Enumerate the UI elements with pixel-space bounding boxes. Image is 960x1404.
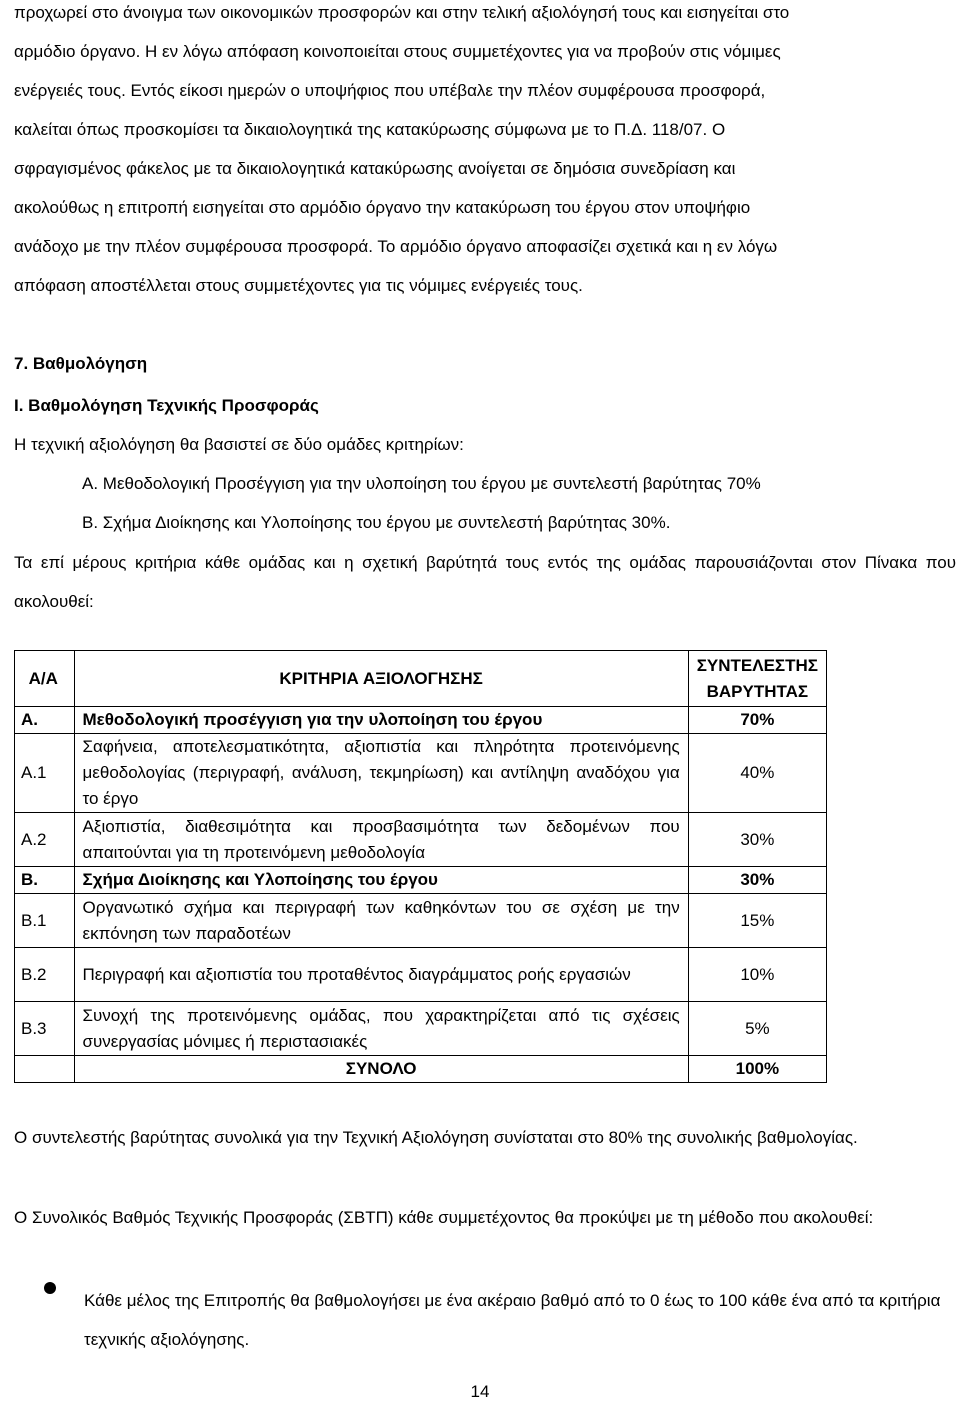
header-weight-line2: ΒΑΡΥΤΗΤΑΣ bbox=[706, 681, 809, 701]
intro-line: καλείται όπως προσκομίσει τα δικαιολογητικά της κατακύρωσης σύμφωνα με το Π.Δ. 118/07. Ο bbox=[14, 120, 726, 139]
group-a-title: Μεθοδολογική προσέγγιση για την υλοποίηση του έργου bbox=[74, 707, 688, 734]
criterion-text: Αξιοπιστία, διαθεσιμότητα και προσβασιμότητα των δεδομένων που απαιτούνται για τη προτεινόμενη μεθοδολογία bbox=[74, 813, 688, 867]
criterion-row bbox=[15, 1002, 827, 1056]
criterion-code: Α.1 bbox=[15, 734, 75, 813]
group-b-row bbox=[15, 867, 827, 894]
criterion-text: Συνοχή της προτεινόμενης ομάδας, που χαρακτηρίζεται από τις σχέσεις συνεργασίας μόνιμες ή περιστασιακές bbox=[74, 1002, 688, 1056]
criterion-weight: 10% bbox=[688, 948, 826, 1002]
criterion-text: Περιγραφή και αξιοπιστία του προταθέντος διαγράμματος ροής εργασιών bbox=[74, 948, 688, 1002]
criterion-code: Β.1 bbox=[15, 894, 75, 948]
method-paragraph bbox=[14, 1198, 956, 1237]
group-a-code: Α. bbox=[15, 707, 75, 734]
intro-line: σφραγισμένος φάκελος με τα δικαιολογητικά κατακύρωσης ανοίγεται σε δημόσια συνεδρίαση και bbox=[14, 159, 736, 178]
criteria-table bbox=[14, 650, 827, 1083]
group-a-weight: 70% bbox=[688, 707, 826, 734]
group-a-row bbox=[15, 707, 827, 734]
criterion-weight: 5% bbox=[688, 1002, 826, 1056]
header-weight bbox=[688, 651, 826, 707]
criterion-row bbox=[15, 813, 827, 867]
weight-paragraph-text: Ο συντελεστής βαρύτητας συνολικά για την Τεχνική Αξιολόγηση συνίσταται στο 80% της συνολικής βαθμολογίας. bbox=[14, 1128, 858, 1147]
intro-paragraph bbox=[14, 0, 956, 305]
criterion-code: Α.2 bbox=[15, 813, 75, 867]
intro-line: προχωρεί στο άνοιγμα των οικονομικών προσφορών και στην τελική αξιολόγησή τους και εισηγείται στο bbox=[14, 3, 790, 22]
total-label: ΣΥΝΟΛΟ bbox=[74, 1056, 688, 1083]
bullet-dot-icon bbox=[44, 1282, 56, 1294]
intro-line: ακολούθως η επιτροπή εισηγείται στο αρμόδιο όργανο την κατακύρωση του έργου στον υποψήφιο bbox=[14, 198, 751, 217]
criterion-code: Β.2 bbox=[15, 948, 75, 1002]
criterion-weight: 30% bbox=[688, 813, 826, 867]
criterion-row bbox=[15, 894, 827, 948]
group-b-title: Σχήμα Διοίκησης και Υλοποίησης του έργου bbox=[74, 867, 688, 894]
subsection-heading: Ι. Βαθμολόγηση Τεχνικής Προσφοράς bbox=[14, 396, 319, 415]
criterion-text: Οργανωτικό σχήμα και περιγραφή των καθηκόντων του σε σχέση με την εκπόνηση των παραδοτέων bbox=[74, 894, 688, 948]
weight-paragraph bbox=[14, 1118, 956, 1157]
method-paragraph-text: Ο Συνολικός Βαθμός Τεχνικής Προσφοράς (ΣΒΤΠ) κάθε συμμετέχοντος θα προκύψει με τη μέθοδο που ακολουθεί: bbox=[14, 1208, 874, 1227]
table-intro-text: Τα επί μέρους κριτήρια κάθε ομάδας και η σχετική βαρύτητά τους εντός της ομάδας παρουσιάζονται στον Πίνακα που ακολουθεί: bbox=[14, 553, 956, 611]
group-b-weight: 30% bbox=[688, 867, 826, 894]
table-intro bbox=[14, 543, 956, 621]
criterion-code: Β.3 bbox=[15, 1002, 75, 1056]
header-aa: Α/Α bbox=[15, 651, 75, 707]
intro-line: ανάδοχο με την πλέον συμφέρουσα προσφορά. Το αρμόδιο όργανο αποφασίζει σχετικά και η εν λόγω bbox=[14, 237, 778, 256]
total-spacer bbox=[15, 1056, 75, 1083]
section-heading: 7. Βαθμολόγηση bbox=[14, 354, 148, 373]
criterion-weight: 15% bbox=[688, 894, 826, 948]
total-row bbox=[15, 1056, 827, 1083]
criterion-text: Σαφήνεια, αποτελεσματικότητα, αξιοπιστία και πληρότητα προτεινόμενης μεθοδολογίας (περιγραφή, ανάλυση, τεκμηρίωση) και αντίληψη αναδόχου για το έργο bbox=[74, 734, 688, 813]
group-b-code: Β. bbox=[15, 867, 75, 894]
header-weight-line1: ΣΥΝΤΕΛΕΣΤΗΣ bbox=[696, 655, 818, 675]
groups-intro: Η τεχνική αξιολόγηση θα βασιστεί σε δύο ομάδες κριτηρίων: bbox=[14, 435, 464, 454]
bullet-item: Κάθε μέλος της Επιτροπής θα βαθμολογήσει με ένα ακέραιο βαθμό από το 0 έως το 100 κάθε ένα από τα κριτήρια τεχνικής αξιολόγησης. bbox=[84, 1291, 941, 1349]
group-a-line: Α. Μεθοδολογική Προσέγγιση για την υλοποίηση του έργου με συντελεστή βαρύτητας 70% bbox=[82, 474, 761, 493]
group-b-line: Β. Σχήμα Διοίκησης και Υλοποίησης του έργου με συντελεστή βαρύτητας 30%. bbox=[82, 513, 671, 532]
intro-line: ενέργειές τους. Εντός είκοσι ημερών ο υποψήφιος που υπέβαλε την πλέον συμφέρουσα προσφορά, bbox=[14, 81, 766, 100]
header-criteria: ΚΡΙΤΗΡΙΑ ΑΞΙΟΛΟΓΗΣΗΣ bbox=[74, 651, 688, 707]
criterion-weight: 40% bbox=[688, 734, 826, 813]
total-weight: 100% bbox=[688, 1056, 826, 1083]
table-header-row bbox=[15, 651, 827, 707]
page-number: 14 bbox=[470, 1382, 490, 1401]
intro-line: απόφαση αποστέλλεται στους συμμετέχοντες για τις νόμιμες ενέργειές τους. bbox=[14, 276, 583, 295]
criterion-row bbox=[15, 948, 827, 1002]
intro-line: αρμόδιο όργανο. Η εν λόγω απόφαση κοινοποιείται στους συμμετέχοντες για να προβούν στις νόμιμες bbox=[14, 42, 781, 61]
criterion-row bbox=[15, 734, 827, 813]
